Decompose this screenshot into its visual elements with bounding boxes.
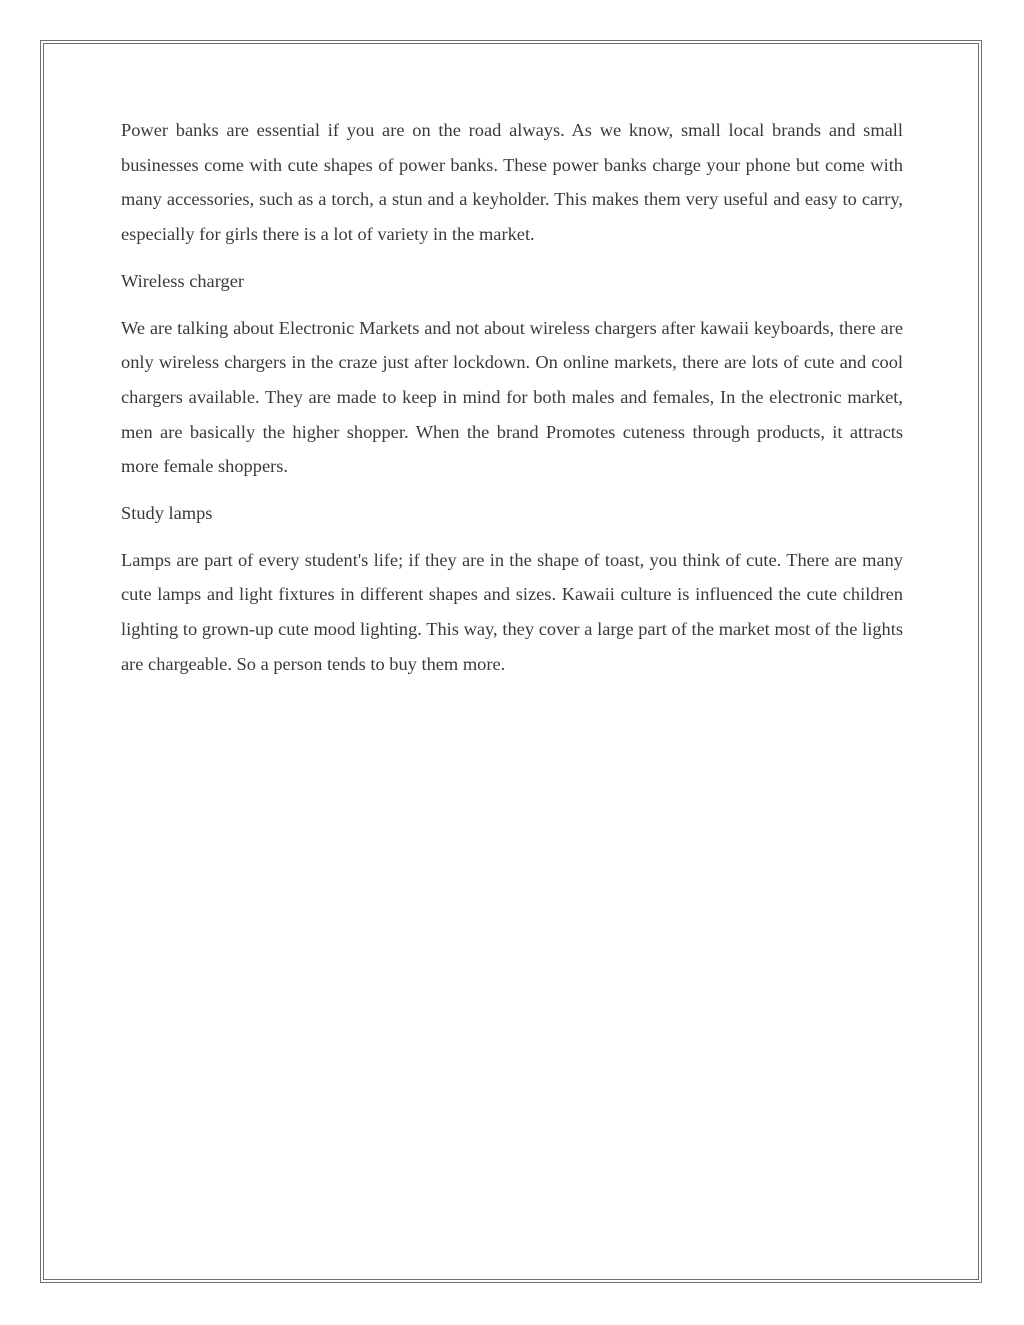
paragraph-wireless-charger: We are talking about Electronic Markets and not about wireless chargers after kawaii keyboards, there are only wireless chargers in the craze just after lockdown. On online markets, there are lots of cute and cool chargers available. They are made to keep in mind for both males and females, In the electronic market, men are basically the higher shopper. When the brand Promotes cuteness through products, it attracts more female shoppers. <box>121 317 903 477</box>
document-body <box>121 113 903 694</box>
paragraph-power-banks: Power banks are essential if you are on the road always. As we know, small local brands and small businesses come with cute shapes of power banks. These power banks charge your phone but come with many accessories, such as a torch, a stun and a keyholder. This makes them very useful and easy to carry, especially for girls there is a lot of variety in the market. <box>121 120 903 245</box>
heading-wireless-charger: Wireless charger <box>121 270 244 291</box>
paragraph-study-lamps: Lamps are part of every student's life; if they are in the shape of toast, you think of cute. There are many cute lamps and light fixtures in different shapes and sizes. Kawaii culture is influenced the cute children lighting to grown-up cute mood lighting. This way, they cover a large part of the market most of the lights are chargeable. So a person tends to buy them more. <box>121 549 903 674</box>
heading-study-lamps: Study lamps <box>121 503 213 524</box>
